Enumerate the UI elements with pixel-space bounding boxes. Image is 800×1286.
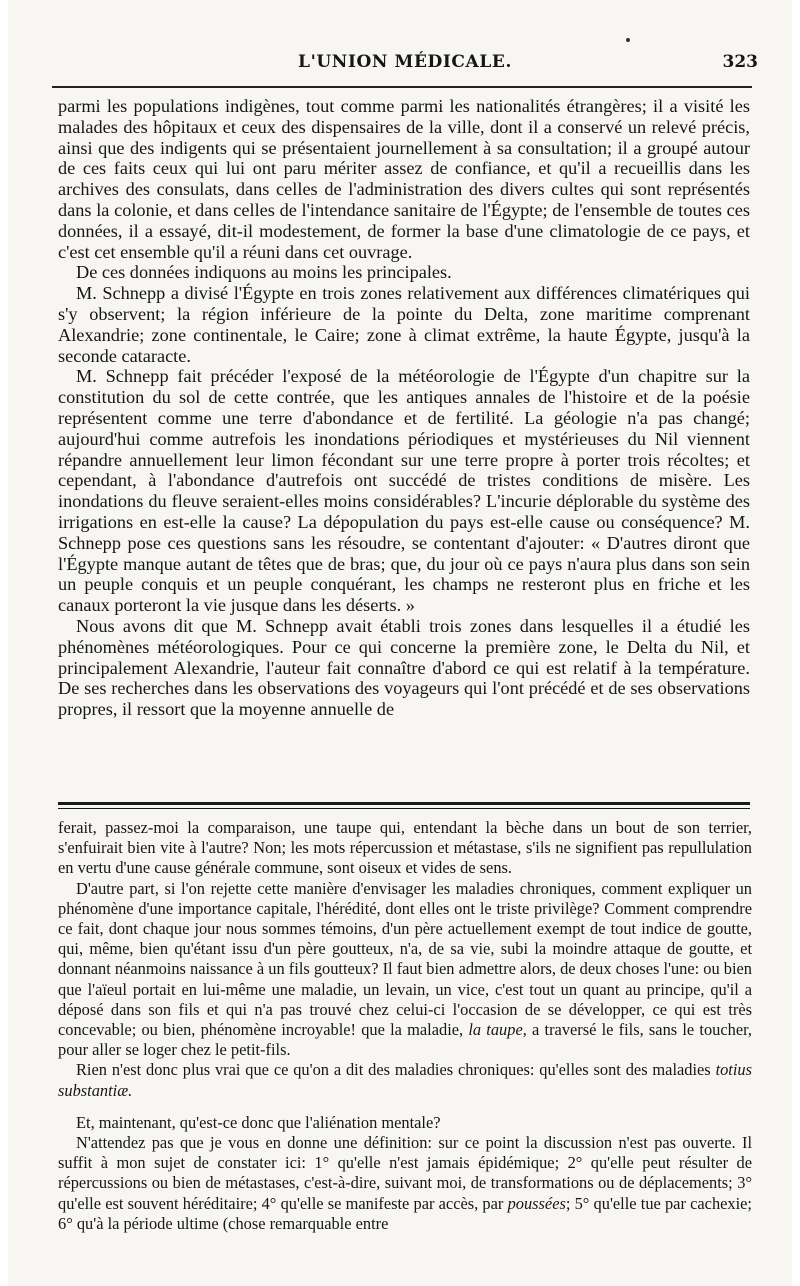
header-rule (52, 86, 752, 88)
main-paragraph: De ces données indiquons au moins les principales. (76, 262, 452, 283)
notes-text-column (58, 818, 752, 1234)
notes-paragraph (58, 1133, 752, 1234)
main-paragraph: parmi les populations indigènes, tout comme parmi les nationalités étrangères; il a visité les malades des hôpitaux et ceux des dispensaires de la ville, dont il a conservé un relevé précis, ainsi que des indigents qui se présentaient journellement à sa consultation; il a groupé autour de ces faits ceux qui lui ont paru mériter assez de confiance, et qu'il a recueillis dans les archives des consulats, dans celles de l'administration des divers cultes qui sont représentés dans la colonie, et dans celles de l'intendance sanitaire de l'Égypte; de l'ensemble de toutes ces données, il a essayé, dit-il modestement, de former la base d'une climatologie de ce pays, et c'est cet ensemble qu'il a réuni dans cet ouvrage. (58, 96, 750, 262)
notes-paragraph: ferait, passez-moi la comparaison, une taupe qui, entendant la bèche dans un bout de son terrier, s'enfuirait bien vite à l'autre? Non; les mots répercussion et métastase, s'ils ne signifient pas repullulation en vertu d'une cause générale commune, sont oiseux et vides de sens. (58, 818, 752, 878)
italic-phrase: la taupe, (468, 1020, 527, 1040)
ink-speck (626, 38, 630, 42)
notes-paragraph (58, 1060, 752, 1100)
section-divider-rule (58, 802, 750, 809)
italic-phrase: poussées (507, 1193, 566, 1213)
notes-text-run: a traversé le fils, sans le toucher, pour aller se loger chez le petit-fils. (58, 1020, 752, 1060)
running-title: L'UNION MÉDICALE. (298, 52, 512, 72)
notes-text-run: N'attendez pas que je vous en donne une définition: sur ce point la discussion n'est pas ouverte. Il suffit à mon sujet de constater ici: 1° qu'elle n'est jamais épidémique; 2° qu'elle peut résulter de répercussions ou bien de métastases, c'est-à-dire, suivant moi, de transformations ou de déplacements; 3° qu'elle est souvent héréditaire; 4° qu'elle se manifeste par accès, par (58, 1133, 752, 1213)
main-paragraph: Nous avons dit que M. Schnepp avait établi trois zones dans lesquelles il a étudié les phénomènes météorologiques. Pour ce qui concerne la première zone, le Delta du Nil, et principalement Alexandrie, l'auteur fait connaître d'abord ce qui est relatif à la température. De ses recherches dans les observations des voyageurs qui l'ont précédé et de ses observations propres, il ressort que la moyenne annuelle de (58, 615, 750, 720)
main-paragraph: M. Schnepp fait précéder l'exposé de la météorologie de l'Égypte d'un chapitre sur la constitution du sol de cette contrée, que les antiques annales de l'histoire et de la poésie représentent comme une terre d'abondance et de fertilité. La géologie n'a pas changé; aujourd'hui comme autrefois les inondations périodiques et mystérieuses du Nil viennent répandre annuellement leur limon fécondant sur une terre propre à porter trois récoltes; et cependant, à l'abondance d'autrefois ont succédé de tristes conditions de misère. Les inondations du fleuve seraient-elles moins considérables? L'incurie déplorable du système des irrigations en est-elle la cause? La dépopulation du pays est-elle cause ou conséquence? M. Schnepp pose ces questions sans les résoudre, se contentant d'ajouter: « D'autres diront que l'Égypte manque autant de têtes que de bras; que, du jour où ce pays n'aura plus dans son sein un peuple conquis et un peuple conquérant, les champs ne resteront plus en friche et les canaux porteront la vie jusque dans les déserts. » (58, 366, 750, 616)
page-header (52, 48, 758, 82)
scan-margin (0, 0, 8, 1286)
main-paragraph: M. Schnepp a divisé l'Égypte en trois zones relativement aux différences climatériques qui s'y observent; la région inférieure de la pointe du Delta, zone maritime comprenant Alexandrie; zone continentale, le Caire; zone à climat extrême, la haute Égypte, jusqu'à la seconde cataracte. (58, 283, 750, 366)
notes-text-run: ; 5° qu'elle tue par cachexie; 6° qu'à la période ultime (chose remarquable entre (58, 1193, 752, 1233)
notes-text-run: Rien n'est donc plus vrai que ce qu'on a dit des maladies chroniques: qu'elles sont des maladies (76, 1060, 711, 1080)
notes-paragraph (58, 879, 752, 1061)
notes-paragraph: Et, maintenant, qu'est-ce donc que l'aliénation mentale? (76, 1112, 441, 1132)
notes-text-run: D'autre part, si l'on rejette cette manière d'envisager les maladies chroniques, comment expliquer un phénomène d'une importance capitale, l'hérédité, dont elles ont le triste privilège? Comment comprendre ce fait, dont chaque jour nous sommes témoins, d'un père actuellement exempt de tout indice de goutte, qui, même, bien qu'étant issu d'un père goutteux, n'a, de sa vie, subi la moindre attaque de goutte, et donnant néanmoins naissance à un fils goutteux? Il faut bien admettre alors, de deux choses l'une: ou bien que l'aïeul portait en lui-même une maladie, un levain, un vice, c'est tout un quant au principe, qu'il a déposé dans son fils et qui n'a pas trouvé chez celui-ci l'occasion de se développer, ce qui est très concevable; ou bien, phénomène incroyable! que la maladie, (58, 878, 752, 1040)
page-number: 323 (722, 52, 758, 72)
main-text-column (58, 96, 750, 720)
italic-phrase: totius substantiæ. (58, 1060, 752, 1100)
